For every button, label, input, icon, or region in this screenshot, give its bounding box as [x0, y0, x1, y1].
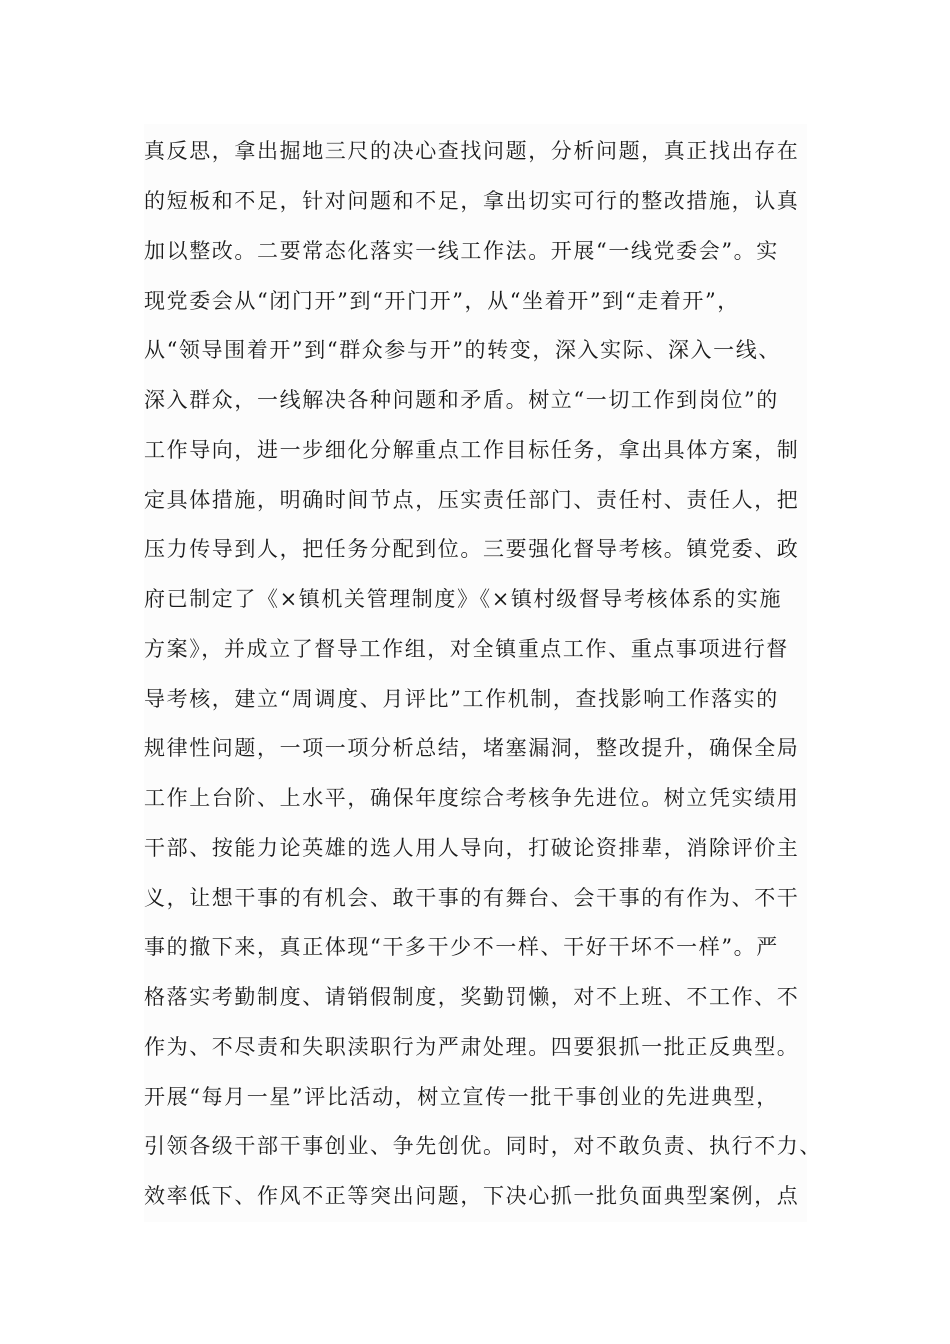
text-line: 导考核，建立“周调度、月评比”工作机制，查找影响工作落实的 [144, 687, 779, 711]
text-line: 工作上台阶、上水平，确保年度综合考核争先进位。树立凭实绩用 [144, 786, 800, 810]
text-line: 干部、按能力论英雄的选人用人导向，打破论资排辈，消除评价主 [144, 836, 800, 860]
text-line: 的短板和不足，针对问题和不足，拿出切实可行的整改措施，认真 [144, 189, 800, 213]
text-line: 现党委会从“闭门开”到“开门开”，从“坐着开”到“走着开”， [144, 289, 740, 313]
text-line: 府已制定了《×镇机关管理制度》《×镇村级督导考核体系的实施 [144, 587, 783, 611]
text-line: 事的撤下来，真正体现“干多干少不一样、干好干坏不一样”。严 [144, 935, 779, 959]
text-line: 定具体措施，明确时间节点，压实责任部门、责任村、责任人，把 [144, 488, 800, 512]
text-line: 效率低下、作风不正等突出问题，下决心抓一批负面典型案例，点 [144, 1184, 800, 1208]
text-line: 开展“每月一星”评比活动，树立宣传一批干事创业的先进典型， [144, 1085, 779, 1109]
text-line: 引领各级干部干事创业、争先创优。同时，对不敢负责、执行不力、 [144, 1134, 822, 1158]
text-line: 义，让想干事的有机会、敢干事的有舞台、会干事的有作为、不干 [144, 886, 800, 910]
text-line: 压力传导到人，把任务分配到位。三要强化督导考核。镇党委、政 [144, 537, 800, 561]
text-line: 格落实考勤制度、请销假制度，奖勤罚懒，对不上班、不工作、不 [144, 985, 800, 1009]
text-line: 真反思，拿出掘地三尺的决心查找问题，分析问题，真正找出存在 [144, 139, 800, 163]
text-line: 作为、不尽责和失职渎职行为严肃处理。四要狠抓一批正反典型。 [144, 1035, 800, 1059]
text-line: 从“领导围着开”到“群众参与开”的转变，深入实际、深入一线、 [144, 338, 781, 362]
text-line: 深入群众，一线解决各种问题和矛盾。树立“一切工作到岗位”的 [144, 388, 779, 412]
body-text [144, 124, 822, 1222]
text-line: 加以整改。二要常态化落实一线工作法。开展“一线党委会”。实 [144, 239, 779, 263]
text-line: 规律性问题，一项一项分析总结，堵塞漏洞，整改提升，确保全局 [144, 736, 800, 760]
text-line: 方案》，并成立了督导工作组，对全镇重点工作、重点事项进行督 [144, 637, 789, 661]
text-line: 工作导向，进一步细化分解重点工作目标任务，拿出具体方案，制 [144, 438, 800, 462]
